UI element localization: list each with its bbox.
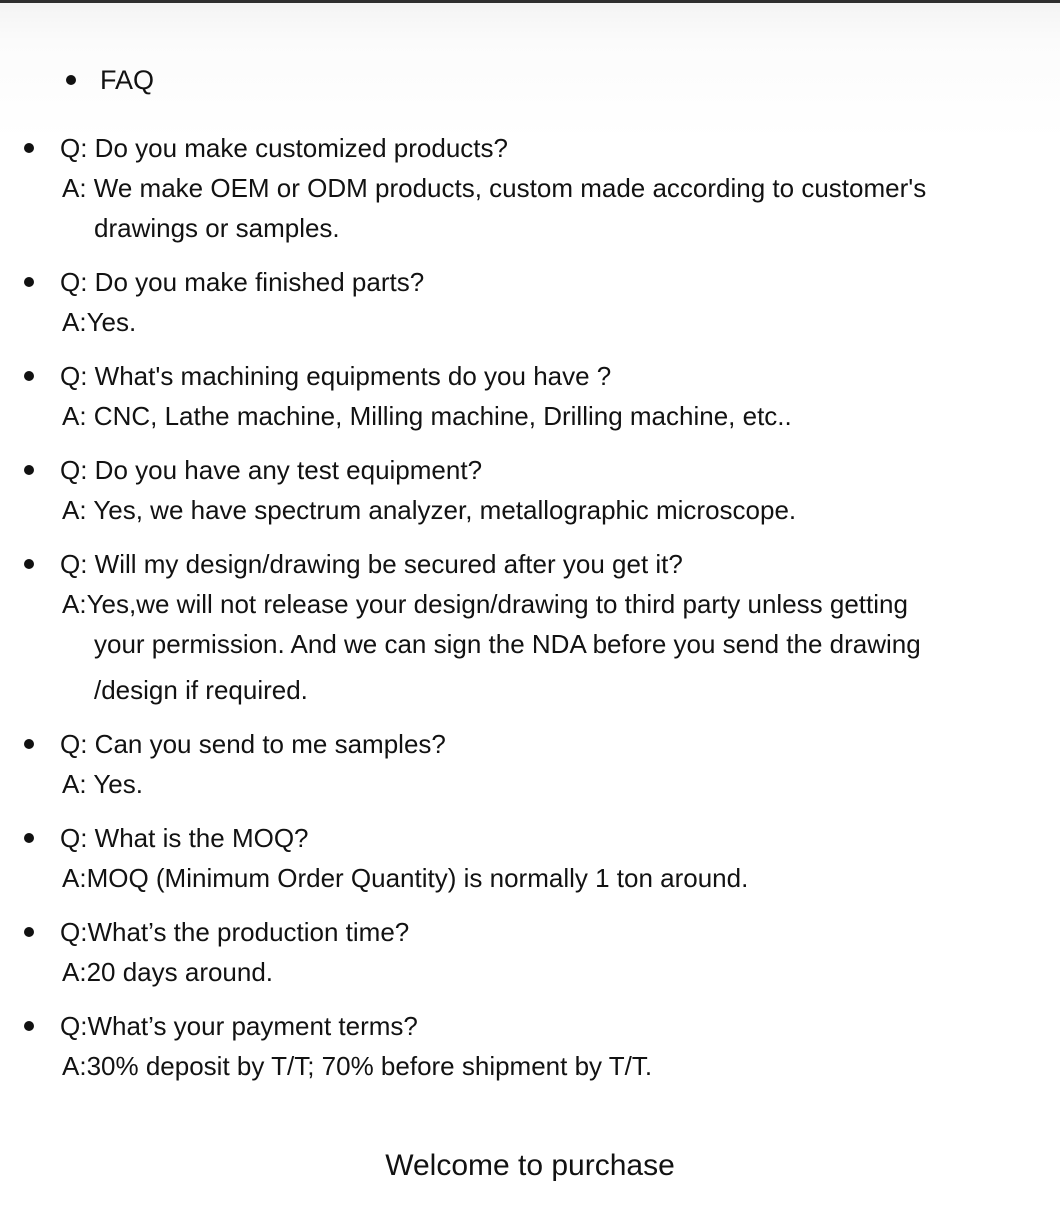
answer-line: A:30% deposit by T/T; 70% before shipment by T/T. [62,1051,653,1081]
top-border-line [0,0,1060,3]
bullet-icon [24,927,34,937]
answer-line: A:Yes. [62,307,137,337]
question-row [0,544,1060,584]
faq-item [0,1006,1060,1086]
question-row [0,912,1060,952]
faq-item [0,912,1060,992]
bullet-icon [24,371,34,381]
faq-list [0,128,1060,1086]
question-text: Q:What’s your payment terms? [60,1011,418,1041]
answer-line: A: We make OEM or ODM products, custom made according to customer's [62,173,927,203]
question-row [0,818,1060,858]
question-row [0,356,1060,396]
faq-item [0,262,1060,342]
answer-line: /design if required. [94,675,308,705]
answer-line: your permission. And we can sign the NDA before you send the drawing [94,629,921,659]
answer-line: drawings or samples. [94,213,340,243]
answer-line: A: Yes, we have spectrum analyzer, metallographic microscope. [62,495,797,525]
faq-heading-label: FAQ [100,65,155,95]
question-text: Q: Can you send to me samples? [60,729,446,759]
bullet-icon [24,143,34,153]
faq-item [0,356,1060,436]
question-text: Q: Do you make customized products? [60,133,508,163]
question-text: Q: What is the MOQ? [60,823,309,853]
faq-item [0,544,1060,710]
bullet-icon [24,1021,34,1031]
bullet-icon [24,465,34,475]
faq-item [0,450,1060,530]
question-text: Q: Do you have any test equipment? [60,455,483,485]
question-row [0,1006,1060,1046]
bullet-icon [24,277,34,287]
answer-line: A:20 days around. [62,957,274,987]
answer-line: A:Yes,we will not release your design/drawing to third party unless getting [62,589,908,619]
bullet-icon [24,833,34,843]
question-row [0,262,1060,302]
faq-heading [66,60,1060,100]
answer-line: A: CNC, Lathe machine, Milling machine, Drilling machine, etc.. [62,401,792,431]
question-text: Q: Do you make finished parts? [60,267,425,297]
question-row [0,450,1060,490]
faq-item [0,724,1060,804]
question-row [0,724,1060,764]
bullet-icon [24,559,34,569]
footer-text: Welcome to purchase [385,1149,675,1182]
faq-item [0,818,1060,898]
bullet-icon [24,739,34,749]
answer-line: A:MOQ (Minimum Order Quantity) is normally 1 ton around. [62,863,749,893]
question-text: Q: What's machining equipments do you have ? [60,361,612,391]
bullet-icon [66,75,76,85]
question-text: Q:What’s the production time? [60,917,410,947]
question-text: Q: Will my design/drawing be secured after you get it? [60,549,683,579]
question-row [0,128,1060,168]
faq-item [0,128,1060,248]
answer-line: A: Yes. [62,769,143,799]
